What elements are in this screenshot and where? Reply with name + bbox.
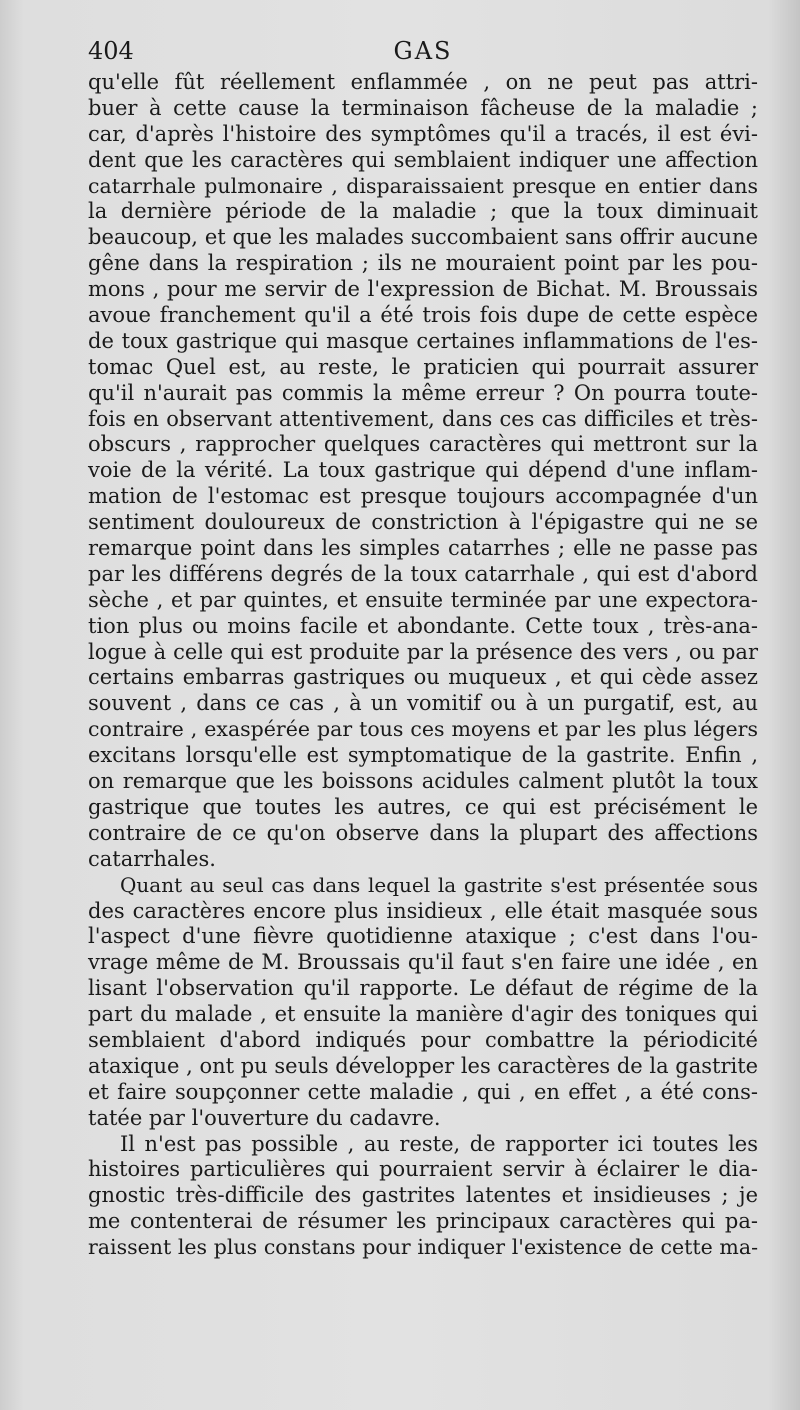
- text-line: qu'il n'aurait pas commis la même erreur ? On pourra toute-: [88, 380, 758, 405]
- text-line: par les différens degrés de la toux catarrhale , qui est d'abord: [88, 561, 758, 586]
- text-line: dent que les caractères qui semblaient indiquer une affection: [88, 147, 758, 172]
- text-line: histoires particulières qui pourraient servir à éclairer le dia-: [88, 1157, 758, 1182]
- text-line: mons , pour me servir de l'expression de Bichat. M. Broussais: [88, 277, 758, 302]
- text-line: excitans lorsqu'elle est symptomatique de la gastrite. Enfin ,: [88, 743, 758, 768]
- text-line: souvent , dans ce cas , à un vomitif ou à un purgatif, est, au: [88, 691, 758, 716]
- text-line: catarrhale pulmonaire , disparaissaient presque en entier dans: [88, 173, 758, 198]
- text-line: beaucoup, et que les malades succombaient sans offrir aucune: [88, 225, 758, 250]
- text-line: catarrhales.: [88, 846, 216, 871]
- text-line: lisant l'observation qu'il rapporte. Le défaut de régime de la: [88, 976, 758, 1001]
- text-line: des caractères encore plus insidieux , elle était masquée sous: [88, 898, 758, 923]
- text-line: contraire , exaspérée par tous ces moyens et par les plus légers: [88, 717, 758, 742]
- text-line: remarque point dans les simples catarrhes ; elle ne passe pas: [88, 536, 758, 561]
- text-line: l'aspect d'une fièvre quotidienne ataxique ; c'est dans l'ou-: [88, 924, 758, 949]
- text-line: tatée par l'ouverture du cadavre.: [88, 1105, 441, 1130]
- text-line: logue à celle qui est produite par la présence des vers , ou par: [88, 639, 758, 664]
- text-line: buer à cette cause la terminaison fâcheuse de la maladie ;: [88, 95, 758, 120]
- text-line: qu'elle fût réellement enflammée , on ne peut pas attri-: [88, 70, 758, 94]
- text-line: gnostic très-difficile des gastrites latentes et insidieuses ; je: [88, 1183, 758, 1208]
- text-line: gastrique que toutes les autres, ce qui est précisément le: [88, 794, 758, 819]
- text-line: Quant au seul cas dans lequel la gastrite s'est présentée sous: [120, 872, 758, 897]
- text-line: voie de la vérité. La toux gastrique qui dépend d'une inflam-: [88, 458, 758, 483]
- text-line: tomac Quel est, au reste, le praticien qui pourrait assurer: [88, 354, 758, 379]
- text-line: car, d'après l'histoire des symptômes qu'il a tracés, il est évi-: [88, 121, 758, 146]
- text-line: la dernière période de la maladie ; que la toux diminuait: [88, 199, 758, 224]
- text-line: certains embarras gastriques ou muqueux , et qui cède assez: [88, 665, 758, 690]
- paragraph: [88, 70, 758, 873]
- text-line: me contenterai de résumer les principaux caractères qui pa-: [88, 1209, 758, 1234]
- text-line: Il n'est pas possible , au reste, de rapporter ici toutes les: [120, 1131, 758, 1156]
- text-line: contraire de ce qu'on observe dans la plupart des affections: [88, 820, 758, 845]
- text-line: tion plus ou moins facile et abondante. Cette toux , très-ana-: [88, 613, 758, 638]
- text-line: fois en observant attentivement, dans ces cas difficiles et très-: [88, 406, 758, 431]
- text-line: on remarque que les boissons acidules calment plutôt la toux: [88, 769, 758, 794]
- paragraph: [88, 873, 758, 1132]
- text-line: part du malade , et ensuite la manière d'agir des toniques qui: [88, 1002, 758, 1027]
- text-line: sèche , et par quintes, et ensuite terminée par une expectora-: [88, 587, 758, 612]
- text-line: mation de l'estomac est presque toujours accompagnée d'un: [88, 484, 758, 509]
- text-line: avoue franchement qu'il a été trois fois dupe de cette espèce: [88, 303, 758, 328]
- text-line: raissent les plus constans pour indiquer l'existence de cette ma-: [88, 1235, 758, 1260]
- text-line: obscurs , rapprocher quelques caractères qui mettront sur la: [88, 432, 758, 457]
- paragraph: [88, 1132, 758, 1261]
- page-header: [88, 34, 758, 68]
- text-line: vrage même de M. Broussais qu'il faut s'en faire une idée , en: [88, 950, 758, 975]
- text-line: semblaient d'abord indiqués pour combattre la périodicité: [88, 1027, 758, 1052]
- text-line: gêne dans la respiration ; ils ne mouraient point par les pou-: [88, 251, 758, 276]
- text-line: sentiment douloureux de constriction à l'épigastre qui ne se: [88, 510, 758, 535]
- text-line: ataxique , ont pu seuls développer les caractères de la gastrite: [88, 1053, 759, 1078]
- text-line: et faire soupçonner cette maladie , qui , en effet , a été cons-: [88, 1079, 758, 1104]
- running-head: GAS: [393, 37, 453, 65]
- text-line: de toux gastrique qui masque certaines inflammations de l'es-: [88, 328, 758, 353]
- page-number: 404: [88, 37, 134, 65]
- body-text: [88, 70, 758, 1261]
